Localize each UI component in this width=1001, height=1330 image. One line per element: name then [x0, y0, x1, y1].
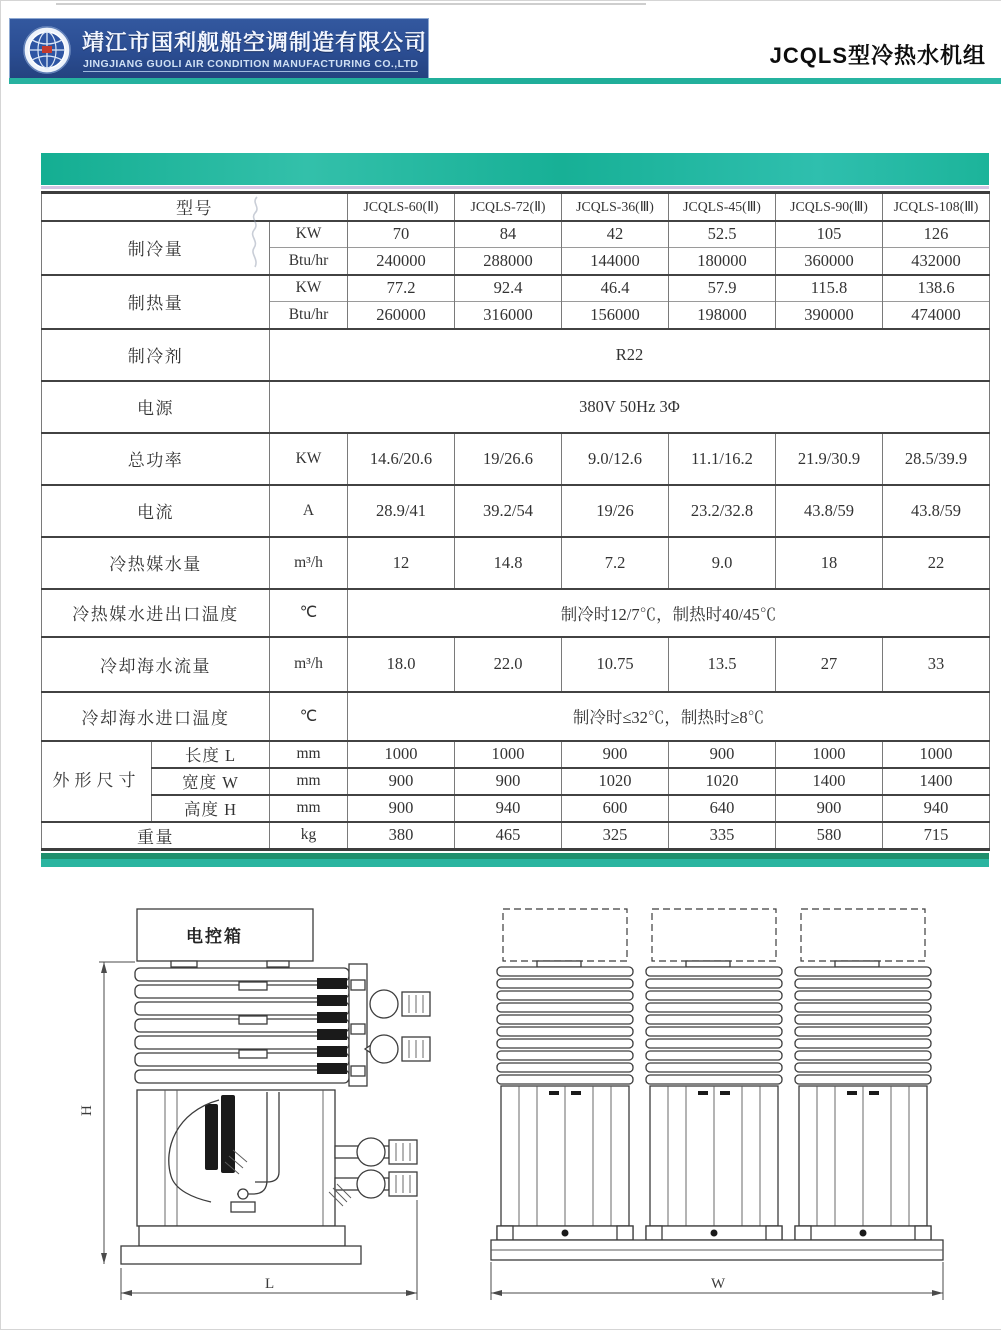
cell: 105 — [776, 221, 883, 248]
cell: 900 — [562, 741, 669, 768]
common-base — [491, 1240, 943, 1260]
cell: 640 — [669, 795, 776, 822]
cell: 580 — [776, 822, 883, 850]
power-supply-value: 380V 50Hz 3Φ — [270, 381, 990, 433]
unit-front-1 — [497, 909, 633, 1240]
spec-table-section — [41, 153, 989, 867]
cell: 21.9/30.9 — [776, 433, 883, 485]
table-row — [42, 537, 990, 589]
cell: 325 — [562, 822, 669, 850]
cell: 600 — [562, 795, 669, 822]
table-row — [42, 329, 990, 381]
model-name: JCQLS-36(Ⅲ) — [562, 193, 669, 221]
unit-front-3 — [795, 909, 931, 1240]
cell: 900 — [455, 768, 562, 795]
unit-cell: Btu/hr — [270, 302, 348, 329]
cell: 900 — [348, 768, 455, 795]
cell: 19/26 — [562, 485, 669, 537]
table-row — [42, 589, 990, 637]
condenser-fins — [135, 968, 349, 1083]
seawater-temp-value: 制冷时≤32℃，制热时≥8℃ — [348, 692, 990, 741]
cell: 22 — [883, 537, 990, 589]
cell: 198000 — [669, 302, 776, 329]
cell: 316000 — [455, 302, 562, 329]
cell: 43.8/59 — [776, 485, 883, 537]
cell: 1020 — [562, 768, 669, 795]
cell: 22.0 — [455, 637, 562, 692]
row-label-water-temp: 冷热媒水进出口温度 — [42, 589, 270, 637]
table-row — [42, 485, 990, 537]
cell: 27 — [776, 637, 883, 692]
cell: 84 — [455, 221, 562, 248]
cell: 1000 — [883, 741, 990, 768]
unit-cell: mm — [270, 768, 348, 795]
cell: 1400 — [883, 768, 990, 795]
cell: 715 — [883, 822, 990, 850]
cell: 18 — [776, 537, 883, 589]
cell: 70 — [348, 221, 455, 248]
cell: 288000 — [455, 248, 562, 275]
row-label-width: 宽度 W — [152, 768, 270, 795]
table-row — [42, 637, 990, 692]
cell: 1000 — [455, 741, 562, 768]
table-accent-line — [41, 186, 989, 189]
table-row — [42, 741, 990, 768]
width-dimension-label: W — [711, 1276, 726, 1292]
model-name: JCQLS-72(Ⅱ) — [455, 193, 562, 221]
height-dimension — [79, 962, 135, 1264]
cell: 1020 — [669, 768, 776, 795]
cell: 23.2/32.8 — [669, 485, 776, 537]
unit-front-2 — [646, 909, 782, 1240]
cell: 19/26.6 — [455, 433, 562, 485]
model-name: JCQLS-45(Ⅲ) — [669, 193, 776, 221]
unit-cell: Btu/hr — [270, 248, 348, 275]
table-row — [42, 381, 990, 433]
unit-cell: mm — [270, 741, 348, 768]
company-name-cn: 靖江市国利舰船空调制造有限公司 — [82, 30, 428, 55]
unit-cell: ℃ — [270, 589, 348, 637]
table-header-band — [41, 153, 989, 185]
cell: 240000 — [348, 248, 455, 275]
cell: 144000 — [562, 248, 669, 275]
row-label-length: 长度 L — [152, 741, 270, 768]
company-name-en: JINGJIANG GUOLI AIR CONDITION MANUFACTURING CO.,LTD — [83, 58, 419, 70]
row-label-water-flow: 冷热媒水量 — [42, 537, 270, 589]
cell: 46.4 — [562, 275, 669, 302]
valve-manifold — [349, 964, 430, 1086]
company-logo-icon — [22, 25, 72, 75]
refrigerant-value: R22 — [270, 329, 990, 381]
table-row — [42, 822, 990, 850]
table-row — [42, 768, 990, 795]
cell: 156000 — [562, 302, 669, 329]
cell: 52.5 — [669, 221, 776, 248]
cell: 11.1/16.2 — [669, 433, 776, 485]
cell: 9.0 — [669, 537, 776, 589]
unit-cell: KW — [270, 275, 348, 302]
row-label-heating: 制热量 — [42, 275, 270, 329]
cell: 900 — [348, 795, 455, 822]
table-row — [42, 221, 990, 248]
cell: 28.5/39.9 — [883, 433, 990, 485]
header-divider — [9, 78, 1001, 84]
company-banner — [9, 18, 429, 80]
height-dimension-label: H — [79, 1105, 95, 1116]
table-footer-band — [41, 853, 989, 867]
row-label-power-supply: 电源 — [42, 381, 270, 433]
water-temp-value: 制冷时12/7℃，制热时40/45℃ — [348, 589, 990, 637]
length-dimension-label: L — [265, 1276, 275, 1292]
page-title: JCQLS型冷热水机组 — [769, 43, 986, 68]
cell: 900 — [776, 795, 883, 822]
cell: 940 — [455, 795, 562, 822]
cell: 92.4 — [455, 275, 562, 302]
row-label-height: 高度 H — [152, 795, 270, 822]
unit-cell: ℃ — [270, 692, 348, 741]
control-box-label: 电控箱 — [186, 927, 243, 946]
side-view-drawing — [71, 894, 481, 1314]
table-row — [42, 433, 990, 485]
cell: 28.9/41 — [348, 485, 455, 537]
cell: 115.8 — [776, 275, 883, 302]
cell: 940 — [883, 795, 990, 822]
cell: 13.5 — [669, 637, 776, 692]
cell: 126 — [883, 221, 990, 248]
cell: 1000 — [348, 741, 455, 768]
cell: 12 — [348, 537, 455, 589]
model-name: JCQLS-60(Ⅱ) — [348, 193, 455, 221]
spec-table — [41, 191, 990, 851]
cell: 474000 — [883, 302, 990, 329]
handwritten-annotation — [245, 193, 267, 271]
table-row — [42, 193, 990, 221]
unit-cell: KW — [270, 221, 348, 248]
row-label-dimensions: 外形尺寸 — [42, 741, 152, 822]
cell: 43.8/59 — [883, 485, 990, 537]
cell: 465 — [455, 822, 562, 850]
row-label-current: 电流 — [42, 485, 270, 537]
cell: 390000 — [776, 302, 883, 329]
cell: 7.2 — [562, 537, 669, 589]
cell: 260000 — [348, 302, 455, 329]
cell: 39.2/54 — [455, 485, 562, 537]
cell: 360000 — [776, 248, 883, 275]
row-label-refrigerant: 制冷剂 — [42, 329, 270, 381]
cell: 33 — [883, 637, 990, 692]
row-label-seawater-flow: 冷却海水流量 — [42, 637, 270, 692]
row-label-total-power: 总功率 — [42, 433, 270, 485]
cell: 77.2 — [348, 275, 455, 302]
width-dimension — [491, 1262, 943, 1300]
cell: 1400 — [776, 768, 883, 795]
cell: 180000 — [669, 248, 776, 275]
cell: 380 — [348, 822, 455, 850]
cell: 18.0 — [348, 637, 455, 692]
cell: 1000 — [776, 741, 883, 768]
cell: 138.6 — [883, 275, 990, 302]
unit-cell: KW — [270, 433, 348, 485]
model-name: JCQLS-108(Ⅲ) — [883, 193, 990, 221]
cell: 10.75 — [562, 637, 669, 692]
page-edge-line — [56, 3, 646, 5]
table-row — [42, 275, 990, 302]
model-name: JCQLS-90(Ⅲ) — [776, 193, 883, 221]
cell: 900 — [669, 741, 776, 768]
row-label-model: 型号 — [42, 193, 348, 221]
table-row — [42, 692, 990, 741]
unit-cell: m³/h — [270, 537, 348, 589]
unit-cell: m³/h — [270, 637, 348, 692]
cell: 14.8 — [455, 537, 562, 589]
cell: 57.9 — [669, 275, 776, 302]
machine-base — [121, 1226, 361, 1264]
table-row — [42, 795, 990, 822]
cell: 335 — [669, 822, 776, 850]
unit-cell: mm — [270, 795, 348, 822]
cell: 432000 — [883, 248, 990, 275]
cell: 9.0/12.6 — [562, 433, 669, 485]
unit-cell: kg — [270, 822, 348, 850]
front-view-drawing — [483, 894, 988, 1314]
cell: 14.6/20.6 — [348, 433, 455, 485]
row-label-weight: 重量 — [42, 822, 270, 850]
unit-cell: A — [270, 485, 348, 537]
row-label-seawater-temp: 冷却海水进口温度 — [42, 692, 270, 741]
pipe-connections — [329, 1138, 417, 1206]
row-label-cooling: 制冷量 — [42, 221, 270, 275]
cell: 42 — [562, 221, 669, 248]
machine-body — [137, 1090, 335, 1226]
